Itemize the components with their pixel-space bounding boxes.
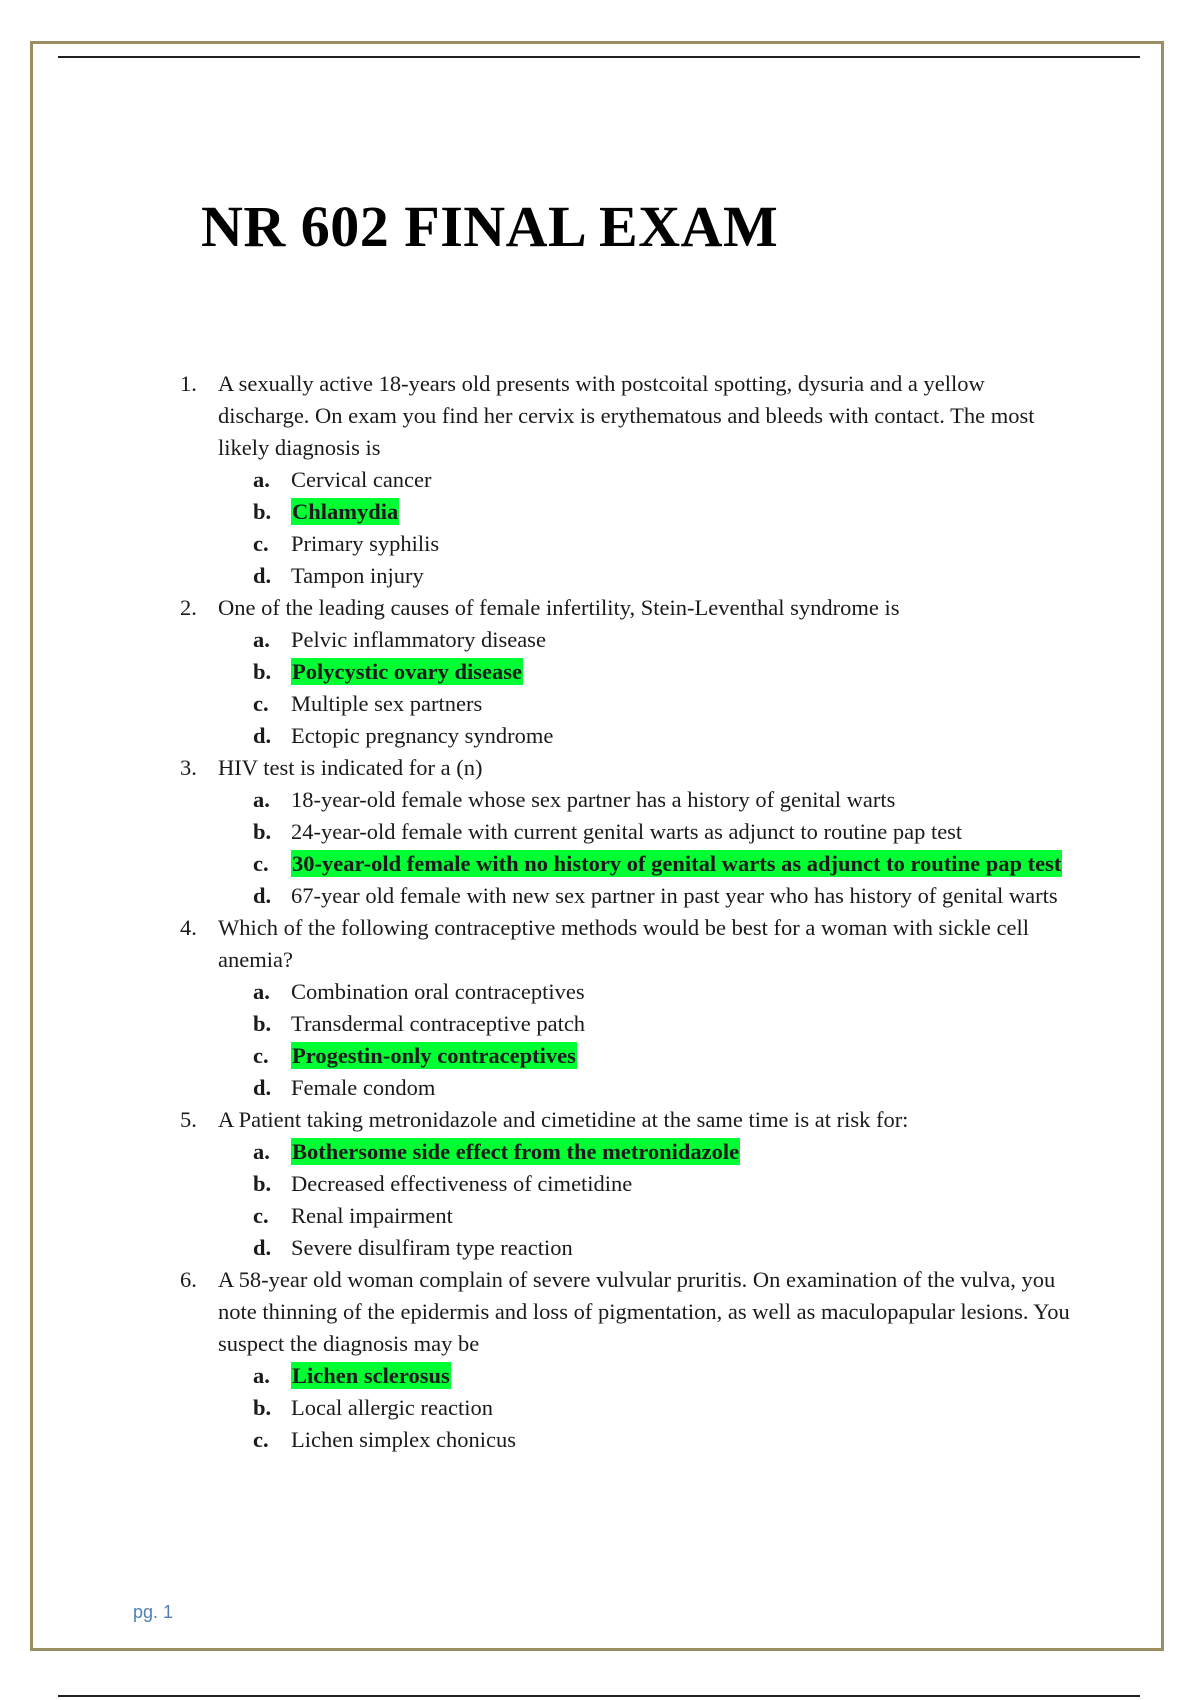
- answer-option: [218, 1200, 1080, 1232]
- question-text: A sexually active 18-years old presents with postcoital spotting, dysuria and a yellow discharge. On exam you find her cervix is erythematous and bleeds with contact. The most likely diagnosis is: [218, 371, 1035, 460]
- option-text: Combination oral contraceptives: [291, 979, 585, 1004]
- highlighted-answer: 30-year-old female with no history of genital warts as adjunct to routine pap test: [292, 851, 1062, 876]
- highlighted-answer: Progestin-only contraceptives: [292, 1043, 576, 1068]
- highlighted-answer: Bothersome side effect from the metronidazole: [292, 1139, 740, 1164]
- option-letter: a.: [253, 979, 270, 1004]
- answer-option: [218, 816, 1080, 848]
- answer-option: [218, 1168, 1080, 1200]
- answer-options: [218, 1136, 1080, 1264]
- answer-options: [218, 1360, 1080, 1456]
- question-3: [180, 752, 1080, 912]
- question-text: Which of the following contraceptive methods would be best for a woman with sickle cell anemia?: [218, 915, 1030, 972]
- answer-option: [218, 1232, 1080, 1264]
- question-number: 3.: [180, 755, 197, 780]
- option-letter: c.: [253, 1427, 269, 1452]
- answer-option: [218, 784, 1080, 816]
- highlighted-answer: Polycystic ovary disease: [292, 659, 522, 684]
- answer-options: [218, 784, 1080, 912]
- answer-options: [218, 464, 1080, 592]
- question-text: A 58-year old woman complain of severe vulvular pruritis. On examination of the vulva, you note thinning of the epidermis and loss of pigmentation, as well as maculopapular lesions. You suspect the diagnosis may be: [218, 1267, 1070, 1356]
- question-list: [180, 368, 1080, 1456]
- option-letter: a.: [253, 627, 270, 652]
- option-text: Renal impairment: [291, 1203, 453, 1228]
- question-1: [180, 368, 1080, 592]
- option-text: Decreased effectiveness of cimetidine: [291, 1171, 633, 1196]
- question-number: 2.: [180, 595, 197, 620]
- option-letter: c.: [253, 1043, 269, 1068]
- question-6: [180, 1264, 1080, 1456]
- option-text: Local allergic reaction: [291, 1395, 493, 1420]
- question-number: 5.: [180, 1107, 197, 1132]
- option-letter: c.: [253, 1203, 269, 1228]
- option-letter: a.: [253, 1363, 270, 1388]
- answer-option-correct: [218, 1360, 1080, 1392]
- highlighted-answer: Chlamydia: [292, 499, 399, 524]
- answer-option-correct: [218, 496, 1080, 528]
- header-rule: [58, 56, 1140, 58]
- page-title: NR 602 FINAL EXAM: [201, 194, 779, 259]
- option-letter: c.: [253, 531, 269, 556]
- answer-option: [218, 720, 1080, 752]
- option-text: Lichen simplex chonicus: [291, 1427, 516, 1452]
- option-letter: a.: [253, 787, 270, 812]
- question-5: [180, 1104, 1080, 1264]
- answer-option-correct: [218, 1136, 1080, 1168]
- option-letter: d.: [253, 723, 272, 748]
- option-letter: c.: [253, 691, 269, 716]
- answer-option-correct: [218, 848, 1080, 880]
- question-text: One of the leading causes of female infertility, Stein-Leventhal syndrome is: [218, 595, 900, 620]
- question-number: 6.: [180, 1267, 197, 1292]
- option-letter: b.: [253, 1395, 272, 1420]
- option-text: 18-year-old female whose sex partner has a history of genital warts: [291, 787, 896, 812]
- option-text: Female condom: [291, 1075, 436, 1100]
- option-letter: c.: [253, 851, 269, 876]
- option-text: Cervical cancer: [291, 467, 432, 492]
- option-text: 24-year-old female with current genital warts as adjunct to routine pap test: [291, 819, 963, 844]
- question-text: A Patient taking metronidazole and cimetidine at the same time is at risk for:: [218, 1107, 909, 1132]
- option-letter: d.: [253, 1235, 272, 1260]
- answer-option-correct: [218, 1040, 1080, 1072]
- answer-options: [218, 976, 1080, 1104]
- answer-option: [218, 688, 1080, 720]
- option-letter: b.: [253, 659, 272, 684]
- answer-option: [218, 1392, 1080, 1424]
- question-number: 1.: [180, 371, 197, 396]
- option-letter: b.: [253, 1011, 272, 1036]
- highlighted-answer: Lichen sclerosus: [292, 1363, 450, 1388]
- answer-option: [218, 1072, 1080, 1104]
- option-letter: b.: [253, 1171, 272, 1196]
- option-text: Primary syphilis: [291, 531, 440, 556]
- option-text: Ectopic pregnancy syndrome: [291, 723, 554, 748]
- option-letter: d.: [253, 563, 272, 588]
- option-letter: b.: [253, 819, 272, 844]
- option-text: Tampon injury: [291, 563, 424, 588]
- answer-option: [218, 880, 1080, 912]
- answer-option: [218, 976, 1080, 1008]
- option-letter: b.: [253, 499, 272, 524]
- answer-option: [218, 560, 1080, 592]
- question-number: 4.: [180, 915, 197, 940]
- answer-option-correct: [218, 656, 1080, 688]
- answer-options: [218, 624, 1080, 752]
- answer-option: [218, 528, 1080, 560]
- option-text: Multiple sex partners: [291, 691, 483, 716]
- option-text: Transdermal contraceptive patch: [291, 1011, 586, 1036]
- option-text: 67-year old female with new sex partner in past year who has history of genital warts: [291, 883, 1058, 908]
- answer-option: [218, 1008, 1080, 1040]
- answer-option: [218, 1424, 1080, 1456]
- page-number: pg. 1: [133, 1602, 174, 1622]
- question-text: HIV test is indicated for a (n): [218, 755, 483, 780]
- option-letter: a.: [253, 1139, 270, 1164]
- option-text: Severe disulfiram type reaction: [291, 1235, 573, 1260]
- question-2: [180, 592, 1080, 752]
- option-text: Pelvic inflammatory disease: [291, 627, 546, 652]
- answer-option: [218, 624, 1080, 656]
- option-letter: d.: [253, 1075, 272, 1100]
- answer-option: [218, 464, 1080, 496]
- option-letter: a.: [253, 467, 270, 492]
- option-letter: d.: [253, 883, 272, 908]
- question-4: [180, 912, 1080, 1104]
- footer-rule: [58, 1695, 1140, 1697]
